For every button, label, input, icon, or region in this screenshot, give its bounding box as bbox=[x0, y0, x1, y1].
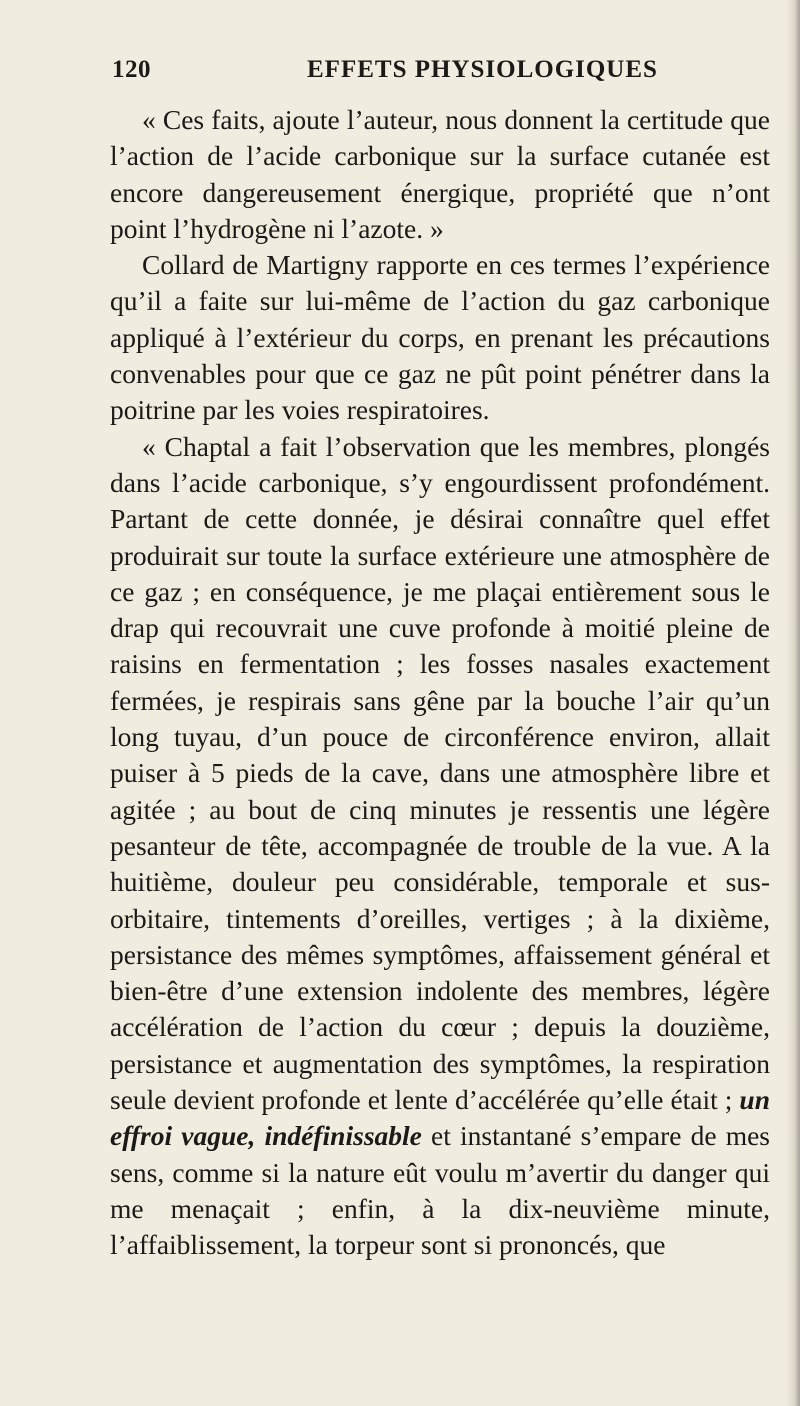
paragraph-collard-intro: Collard de Martigny rapporte en ces termes l’expérience qu’il a faite sur lui-même de l’action du gaz carbonique appliqué à l’extérieur du corps, en prenant les précautions convenables pour que ce gaz ne pût point pénétrer dans la poitrine par les voies respiratoires. bbox=[110, 249, 770, 426]
paragraph-quote-conclusion: « Ces faits, ajoute l’auteur, nous donnent la certitude que l’action de l’acide carbonique sur la surface cutanée est encore dangereusement énergique, propriété que n’ont point l’hydrogène ni l’azote. » bbox=[110, 104, 770, 244]
page-edge-shadow bbox=[786, 0, 800, 1406]
page-header bbox=[112, 56, 772, 96]
paragraph-chaptal-experiment bbox=[110, 429, 770, 1264]
running-title: EFFETS PHYSIOLOGIQUES bbox=[307, 56, 658, 83]
paragraph-text-before: « Chaptal a fait l’observation que les membres, plongés dans l’acide carbonique, s’y engourdissent profondément. Partant de cette donnée, je désirai connaître quel effet produirait sur toute la surface extérieure une atmosphère de ce gaz ; en conséquence, je me plaçai entièrement sous le drap qui recouvrait une cuve profonde à moitié pleine de raisins en fermentation ; les fosses nasales exactement fermées, je respirais sans gêne par la bouche l’air qu’un long tuyau, d’un pouce de circonférence environ, allait puiser à 5 pieds de la cave, dans une atmosphère libre et agitée ; au bout de cinq minutes je ressentis une légère pesanteur de tête, accompagnée de trouble de la vue. A la huitième, douleur peu considérable, temporale et sus-orbitaire, tintements d’oreilles, vertiges ; à la dixième, persistance des mêmes symptômes, affaissement général et bien-être d’une extension indolente des membres, légère accélération de l’action du cœur ; depuis la douzième, persistance et augmentation des symptômes, la respiration seule devient profonde et lente d’accélérée qu’elle était ; bbox=[110, 430, 770, 1116]
page-number: 120 bbox=[112, 56, 151, 83]
paragraph-text-after: et instantané s’empare de mes sens, comme si la nature eût voulu m’avertir du danger qui me menaçait ; enfin, à la dix-neuvième minute, l’affaiblissement, la torpeur sont si prononcés, que bbox=[110, 1120, 770, 1261]
body-text bbox=[110, 102, 770, 1264]
italic-phrase: un effroi vague, indéfinissable bbox=[110, 1084, 770, 1152]
